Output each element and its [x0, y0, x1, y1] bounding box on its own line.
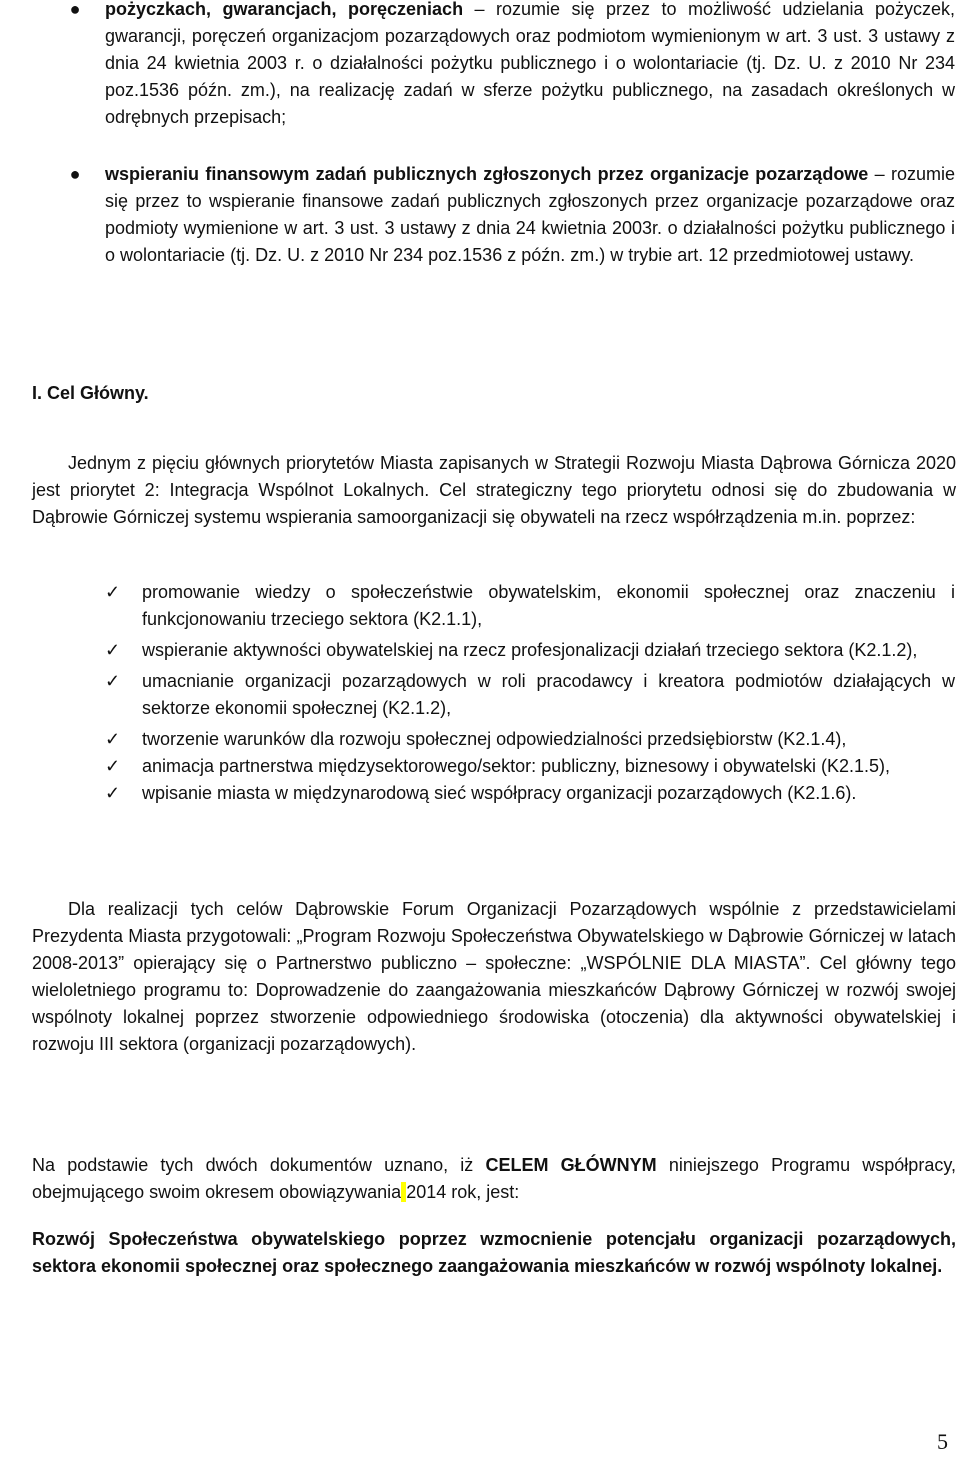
goals-checklist: [105, 579, 955, 807]
bullet-icon: ●: [69, 164, 81, 184]
checklist-item: ✓ tworzenie warunków dla rozwoju społecznej odpowiedzialności przedsiębiorstw (K2.1.4),: [105, 726, 955, 753]
bullet-definition: – rozumie się przez to możliwość udzielania pożyczek, gwarancji, poręczeń organizacjom pozarządowych oraz podmiotom wymienionym w art. 3 ust. 3 ustawy z dnia 24 kwietnia 2003 r. o działalności pożytku publicznego i o wolontariacie (tj. Dz. U. z 2010 Nr 234 poz.1536 późn. zm.), na realizację zadań w sferze pożytku publicznego, na zasadach określonych w odrębnych przepisach;: [105, 0, 955, 127]
bullet-term: wspieraniu finansowym zadań publicznych zgłoszonych przez organizacje pozarządowe: [105, 164, 869, 184]
intro-paragraph: [32, 450, 956, 531]
bullet-item-loans: [69, 0, 955, 131]
checkmark-icon: ✓: [105, 671, 121, 691]
goal-statement: Rozwój Społeczeństwa obywatelskiego poprzez wzmocnienie potencjału organizacji pozarządowych, sektora ekonomii społecznej oraz społecznego zaangażowania mieszkańców w rozwój wspólnoty lokalnej.: [32, 1229, 956, 1276]
checkmark-icon: ✓: [105, 582, 121, 602]
checkmark-icon: ✓: [105, 756, 121, 776]
checkmark-icon: ✓: [105, 783, 121, 803]
page-number: 5: [937, 1429, 948, 1454]
bullet-definition: – rozumie się przez to wspieranie finansowe zadań publicznych zgłoszonych przez organizacje pozarządowe oraz podmioty wymienione w art. 3 ust. 3 ustawy z dnia 24 kwietnia 2003r. o działalności pożytku publicznego i o wolontariacie (tj. Dz. U. z 2010 Nr 234 poz.1536 z późn. zm.) w trybie art. 12 przedmiotowej ustawy.: [105, 164, 955, 265]
main-goal-term: CELEM GŁÓWNYM: [485, 1155, 657, 1175]
bullet-icon: ●: [69, 0, 81, 19]
bullet-item-financial-support: [69, 161, 955, 269]
checklist-item: ✓ animacja partnerstwa międzysektorowego/sektor: publiczny, biznesowy i obywatelski (K2.1.5),: [105, 753, 955, 780]
checkmark-icon: ✓: [105, 640, 121, 660]
checklist-item: ✓ wpisanie miasta w międzynarodową sieć współpracy organizacji pozarządowych (K2.1.6).: [105, 780, 955, 807]
bullet-term: pożyczkach, gwarancjach, poręczeniach: [105, 0, 464, 19]
program-paragraph-text: Dla realizacji tych celów Dąbrowskie Forum Organizacji Pozarządowych wspólnie z przedstawicielami Prezydenta Miasta przygotowali: „Program Rozwoju Społeczeństwa Obywatelskiego w Dąbrowie Górniczej w latach 2008-2013” opierający się o Partnerstwo publiczno – społeczne: „WSPÓLNIE DLA MIASTA”. Cel główny tego wieloletniego programu to: Doprowadzenie do zaangażowania mieszkańców Dąbrowy Górniczej w rozwój swojej wspólnoty lokalnej poprzez stworzenie odpowiedniego środowiska (otoczenia) dla aktywności obywatelskiej i rozwoju III sektora (organizacji pozarządowych).: [32, 899, 956, 1054]
checklist-item: ✓ umacnianie organizacji pozarządowych w roli pracodawcy i kreatora podmiotów działających w sektorze ekonomii społecznej (K2.1.2),: [105, 668, 955, 722]
checklist-item: ✓ promowanie wiedzy o społeczeństwie obywatelskim, ekonomii społecznej oraz znaczeniu i funkcjonowaniu trzeciego sektora (K2.1.1),: [105, 579, 955, 633]
intro-paragraph-text: Jednym z pięciu głównych priorytetów Miasta zapisanych w Strategii Rozwoju Miasta Dąbrowa Górnicza 2020 jest priorytet 2: Integracja Wspólnot Lokalnych. Cel strategiczny tego priorytetu odnosi się do zbudowania w Dąbrowie Górniczej systemu wspierania samoorganizacji się obywateli na rzecz współrządzenia m.in. poprzez:: [32, 453, 956, 527]
program-paragraph: [32, 896, 956, 1058]
basis-paragraph: Na podstawie tych dwóch dokumentów uznano, iż CELEM GŁÓWNYM niniejszego Programu współpracy, obejmującego swoim okresem obowiązywania 2014 rok, jest:: [32, 1155, 956, 1202]
checkmark-icon: ✓: [105, 729, 121, 749]
section-heading: I. Cel Główny.: [32, 383, 149, 403]
checklist-item: ✓ wspieranie aktywności obywatelskiej na rzecz profesjonalizacji działań trzeciego sektora (K2.1.2),: [105, 637, 955, 664]
